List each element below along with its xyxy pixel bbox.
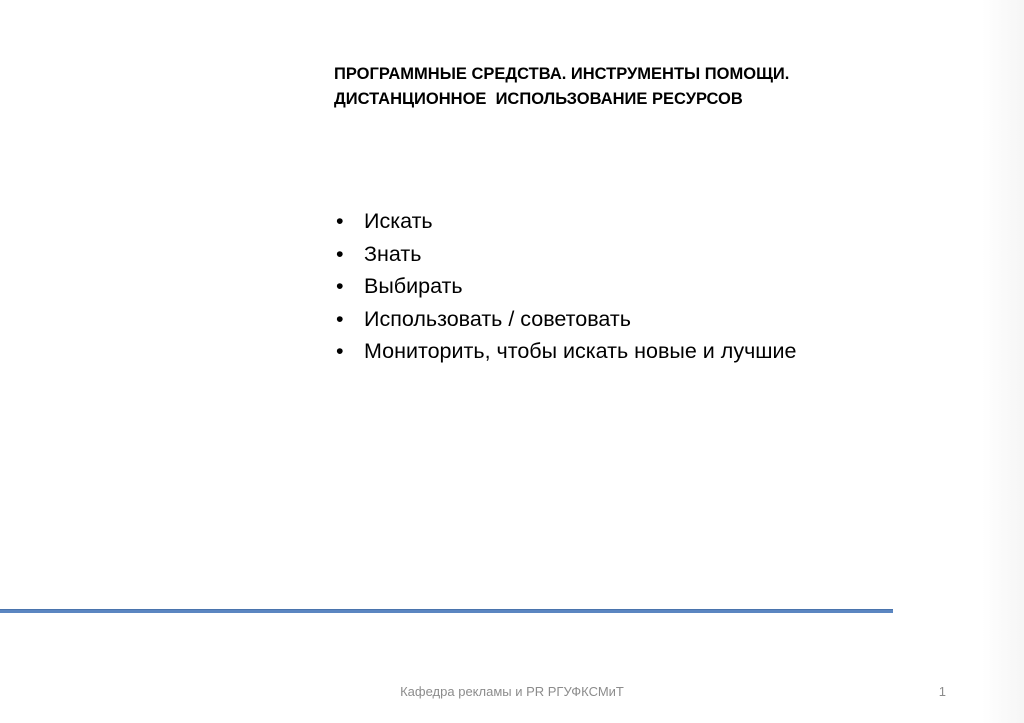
bullet-icon: • [336, 274, 344, 298]
bullet-text: Знать [364, 241, 422, 266]
bullet-text: Мониторить, чтобы искать новые и лучшие [364, 339, 797, 363]
bullet-icon: • [336, 306, 344, 331]
footer-text: Кафедра рекламы и PR РГУФКСМиТ [400, 684, 624, 699]
slide-title [334, 62, 954, 112]
bullet-item [336, 205, 797, 238]
bullet-text: Выбирать [364, 274, 463, 298]
bullet-list [336, 205, 797, 368]
bullet-item [336, 238, 797, 271]
bullet-icon: • [336, 241, 344, 266]
bullet-icon: • [336, 339, 344, 363]
page-edge-shadow [982, 0, 1024, 723]
slide-title-line-2: ДИСТАНЦИОННОЕ ИСПОЛЬЗОВАНИЕ РЕСУРСОВ [334, 90, 743, 108]
bullet-icon: • [336, 209, 344, 233]
bullet-item [336, 335, 797, 368]
footer-divider-line [0, 609, 893, 613]
bullet-item [336, 270, 797, 303]
bullet-text: Искать [364, 209, 433, 233]
page-number: 1 [938, 684, 946, 699]
slide-title-line-1: ПРОГРАММНЫЕ СРЕДСТВА. ИНСТРУМЕНТЫ ПОМОЩИ. [334, 65, 790, 83]
bullet-item [336, 303, 797, 336]
bullet-text: Использовать / советовать [364, 306, 631, 331]
